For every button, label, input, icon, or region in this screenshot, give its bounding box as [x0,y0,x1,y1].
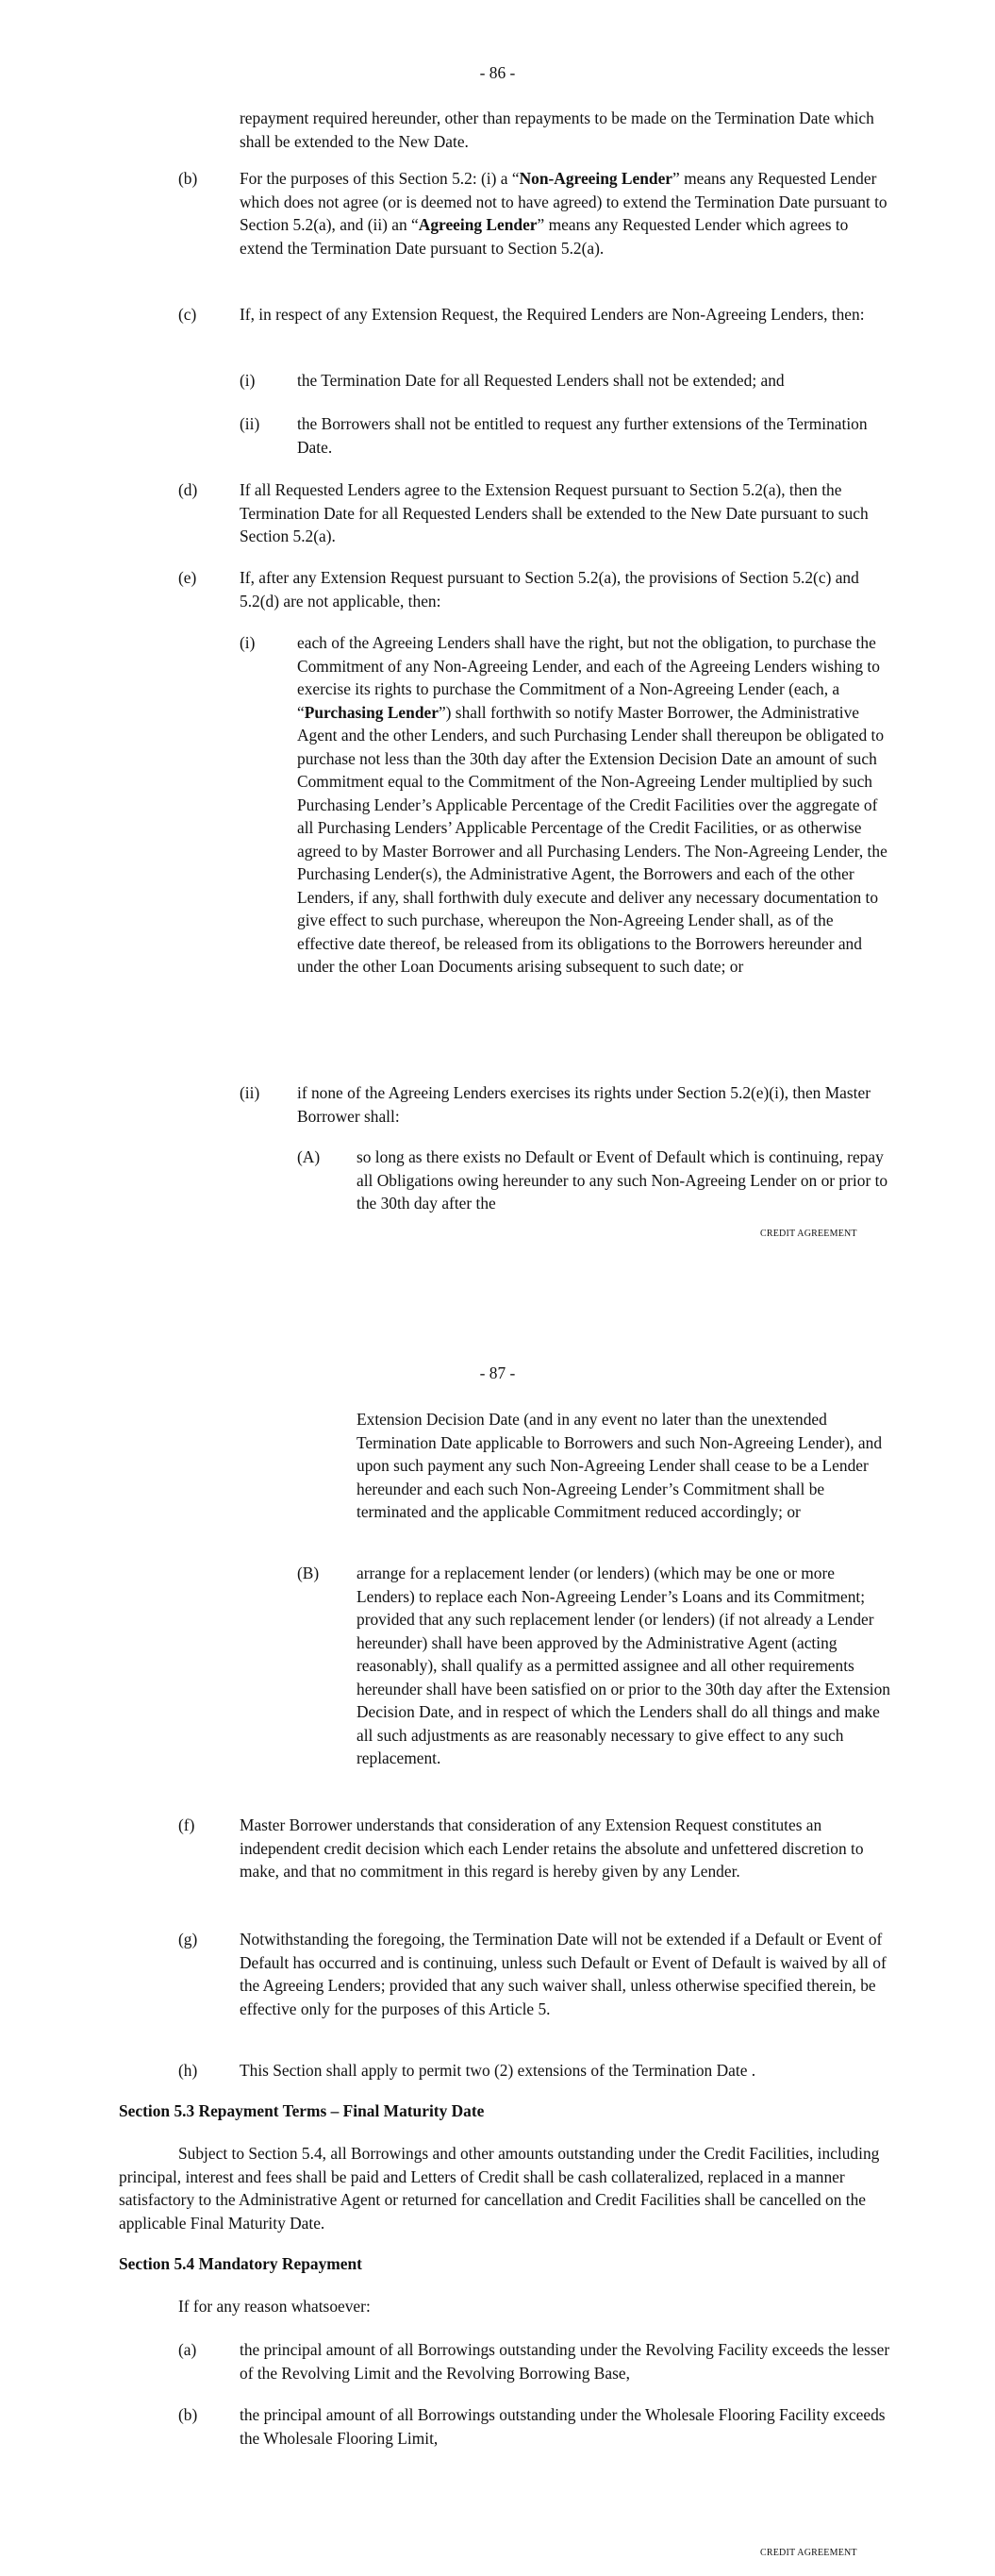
defined-term: Agreeing Lender [418,215,538,234]
section-heading: Section 5.4 Mandatory Repayment [119,2254,362,2273]
continuation-text: repayment required hereunder, other than repayments to be made on the Termination Date which shall be extended to the New Date. [240,109,874,151]
item-label: (A) [297,1147,321,1166]
clause-b2-text: the principal amount of all Borrowings outstanding under the Wholesale Flooring Facility exceeds the Wholesale Flooring Limit, [240,2405,886,2448]
page-number: - 87 - [479,1363,516,1382]
clause-c-text: If, in respect of any Extension Request, the Required Lenders are Non-Agreeing Lenders, then: [240,305,865,324]
clause-label: (g) [178,1930,198,1949]
item-text: so long as there exists no Default or Event of Default which is continuing, repay all Obligations owing hereunder to any such Non-Agreeing Lender on or prior to the 30th day after the [357,1147,888,1213]
subclause-text: if none of the Agreeing Lenders exercises its rights under Section 5.2(e)(i), then Master Borrower shall: [297,1083,871,1126]
clause-label: (b) [178,169,198,188]
item-text: Extension Decision Date (and in any event no later than the unextended Termination Date applicable to Borrowers and such Non-Agreeing Lender), and upon such payment any such Non-Agreeing Lender shall cease to be a Lender hereunder and each such Non-Agreeing Lender’s Commitment shall be terminated and the applicable Commitment reduced accordingly; or [357,1410,883,1521]
clause-b-text: For the purposes of this Section 5.2: (i) a “Non-Agreeing Lender” means any Requested Lender which does not agree (or is deemed not to have agreed) to extend the Termination Date pursuant to Section 5.2(a), and (ii) an “Agreeing Lender” means any Requested Lender which agrees to extend the Termination Date pursuant to Section 5.2(a). [240,169,887,258]
clause-g-text: Notwithstanding the foregoing, the Termination Date will not be extended if a Default or Event of Default has occurred and is continuing, unless such Default or Event of Default is waived by all of the Agreeing Lenders; provided that any such waiver shall, unless otherwise specified therein, be effective only for the purposes of this Article 5. [240,1930,887,2018]
clause-label: (e) [178,568,197,587]
subclause-label: (ii) [240,1083,260,1102]
clause-f-text: Master Borrower understands that consideration of any Extension Request constitutes an independent credit decision which each Lender retains the absolute and unfettered discretion to make, and that no commitment in this regard is hereby given by any Lender. [240,1815,864,1881]
subclause-label: (i) [240,633,256,652]
item-text: arrange for a replacement lender (or lenders) (which may be one or more Lenders) to replace each Non-Agreeing Lender’s Loans and its Commitment; provided that any such replacement lender (or lenders) (if not already a Lender hereunder) shall have been approved by the Administrative Agent (acting reasonably), shall qualify as a permitted assignee and all other requirements hereunder shall have been satisfied on or prior to the 30th day after the Extension Decision Date, and in respect of which the Lenders shall do all things and make all such adjustments as are reasonably necessary to give effect to any such replacement. [357,1564,890,1767]
subclause-text: the Termination Date for all Requested Lenders shall not be extended; and [297,371,785,390]
clause-label: (f) [178,1815,195,1834]
clause-label: (h) [178,2061,198,2080]
subclause-label: (i) [240,371,256,390]
clause-a-text: the principal amount of all Borrowings outstanding under the Revolving Facility exceeds the lesser of the Revolving Limit and the Revolving Borrowing Base, [240,2340,890,2383]
clause-label: (d) [178,480,198,499]
section-5-3-text: Subject to Section 5.4, all Borrowings and other amounts outstanding under the Credit Facilities, including principal, interest and fees shall be paid and Letters of Credit shall be cash collateralized, replaced in a manner satisfactory to the Administrative Agent or returned for cancellation and Credit Facilities shall be cancelled on the applicable Final Maturity Date. [119,2144,880,2233]
defined-term: Purchasing Lender [304,702,439,722]
clause-label: (b) [178,2405,198,2424]
page-footer: CREDIT AGREEMENT [760,1229,857,1239]
section-5-4-intro: If for any reason whatsoever: [178,2297,371,2316]
defined-term: Non-Agreeing Lender [519,169,673,188]
clause-d-text: If all Requested Lenders agree to the Extension Request pursuant to Section 5.2(a), then the Termination Date for all Requested Lenders shall be extended to the New Date pursuant to such Section 5.2(a). [240,480,869,545]
clause-h-text: This Section shall apply to permit two (2) extensions of the Termination Date . [240,2061,756,2080]
subclause-text: each of the Agreeing Lenders shall have the right, but not the obligation, to purchase the Commitment of any Non-Agreeing Lender, and each of the Agreeing Lenders wishing to exercise its rights to purchase the Commitment of a Non-Agreeing Lender (each, a “Purchasing Lender”) shall forthwith so notify Master Borrower, the Administrative Agent and the other Lenders, and such Purchasing Lender shall thereupon be obligated to purchase not less than the 30th day after the Extension Decision Date an amount of such Commitment equal to the Commitment of the Non-Agreeing Lender multiplied by such Purchasing Lender’s Applicable Percentage of the Credit Facilities over the aggregate of all Purchasing Lenders’ Applicable Percentage of the Credit Facilities, or as otherwise agreed to by Master Borrower and all Purchasing Lenders. The Non-Agreeing Lender, the Purchasing Lender(s), the Administrative Agent, the Borrowers and each of the other Lenders, if any, shall forthwith duly execute and deliver any necessary documentation to give effect to such purchase, whereupon the Non-Agreeing Lender shall, as of the effective date thereof, be released from its obligations to the Borrowers hereunder and under the other Loan Documents arising subsequent to such date; or [297,633,887,976]
item-label: (B) [297,1564,320,1582]
page-footer: CREDIT AGREEMENT [760,2548,857,2558]
section-heading: Section 5.3 Repayment Terms – Final Maturity Date [119,2101,485,2120]
subclause-text: the Borrowers shall not be entitled to request any further extensions of the Termination Date. [297,414,868,457]
clause-label: (c) [178,305,197,324]
clause-label: (a) [178,2340,197,2359]
clause-e-text: If, after any Extension Request pursuant to Section 5.2(a), the provisions of Section 5.2(c) and 5.2(d) are not applicable, then: [240,568,859,611]
subclause-label: (ii) [240,414,260,433]
page-number: - 86 - [479,63,516,82]
